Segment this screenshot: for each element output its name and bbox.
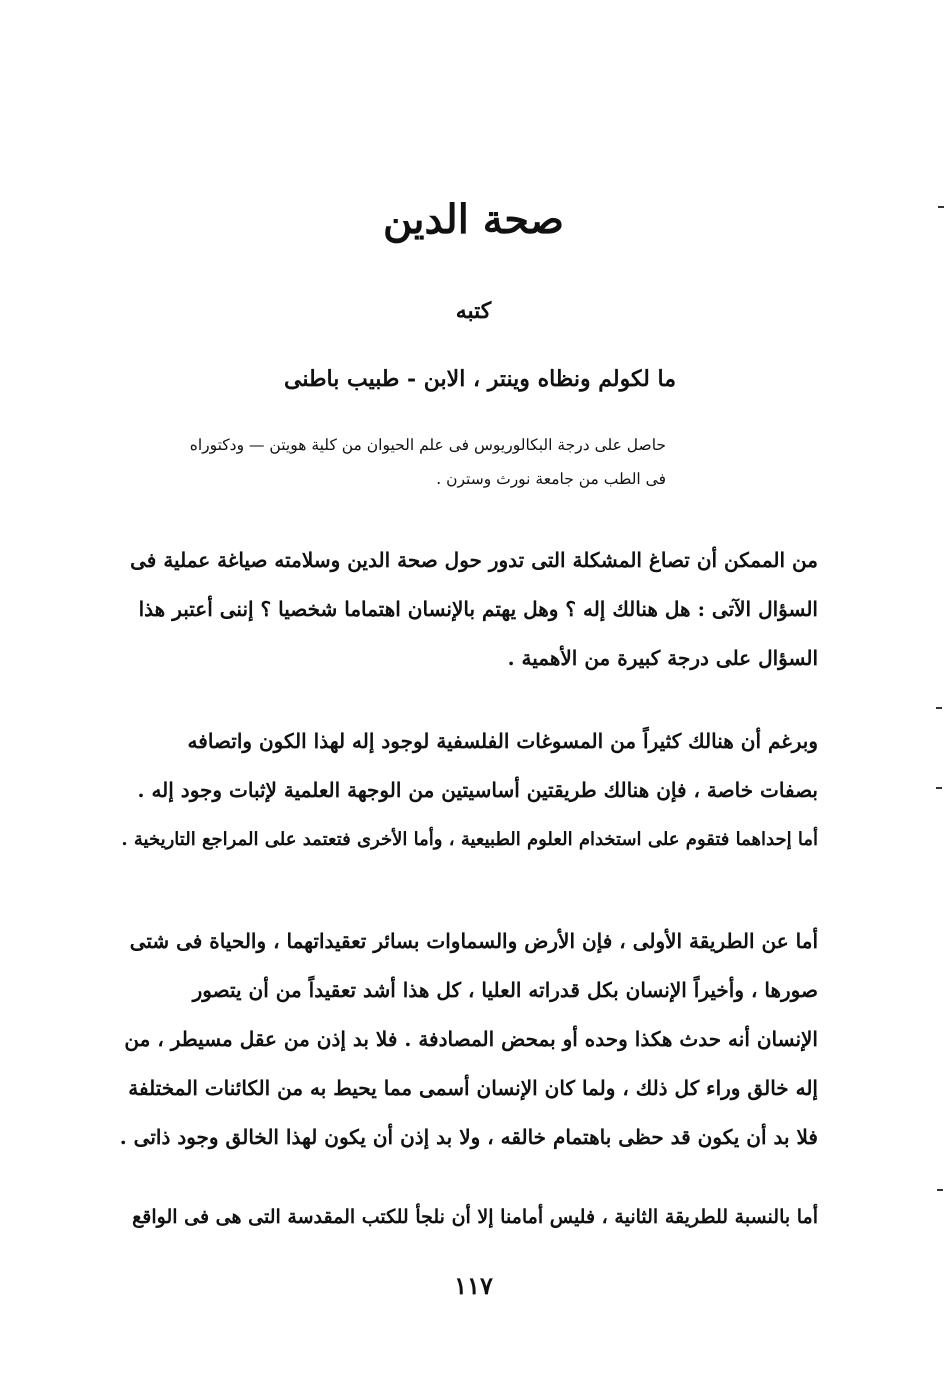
paragraph-line: بصفات خاصة ، فإن هنالك طريقتين أساسيتين من الوجهة العلمية لإثبات وجود إله . — [137, 778, 818, 802]
scan-margin-mark — [938, 206, 944, 208]
paragraph-line: فلا بد أن يكون قد حظى باهتمام خالقه ، ولا بد إذن أن يكون لهذا الخالق وجود ذاتى . — [119, 1125, 818, 1149]
paragraph-line: أما عن الطريقة الأولى ، فإن الأرض والسماوات بسائر تعقيداتهما ، والحياة فى شتى — [129, 929, 818, 953]
written-by-label: كتبه — [455, 298, 492, 324]
paragraph-line: السؤال الآتى : هل هنالك إله ؟ وهل يهتم بالإنسان اهتماما شخصيا ؟ إننى أعتبر هذا — [138, 597, 818, 621]
paragraph-line: أما إحداهما فتقوم على استخدام العلوم الطبيعية ، وأما الأخرى فتعتمد على المراجع التاريخية . — [121, 829, 818, 850]
paragraph — [118, 917, 818, 1162]
scan-margin-mark — [936, 787, 942, 789]
author-name: ما لكولم ونظاه وينتر ، الابن - طبيب باطنى — [284, 366, 676, 392]
author-credentials — [120, 428, 666, 496]
credentials-line: حاصل على درجة البكالوريوس فى علم الحيوان من كلية هويتن — ودكتوراه — [189, 436, 666, 454]
scan-margin-mark — [937, 1189, 943, 1191]
paragraph-line: السؤال على درجة كبيرة من الأهمية . — [507, 646, 818, 670]
credentials-line: فى الطب من جامعة نورث وسترن . — [436, 470, 666, 488]
paragraph-line: من الممكن أن تصاغ المشكلة التى تدور حول صحة الدين وسلامته صياغة عملية فى — [130, 548, 818, 572]
paragraph-line: أما بالنسبة للطريقة الثانية ، فليس أمامنا إلا أن نلجأ للكتب المقدسة التى هى فى الواقع — [132, 1206, 818, 1228]
chapter-title: صحة الدين — [382, 196, 565, 243]
paragraph-line: صورها ، وأخيراً الإنسان بكل قدراته العليا ، كل هذا أشد تعقيداً من أن يتصور — [192, 978, 818, 1002]
paragraph — [118, 1193, 818, 1242]
paragraph-line: وبرغم أن هنالك كثيراً من المسوغات الفلسفية لوجود إله لهذا الكون واتصافه — [187, 729, 818, 753]
paragraph-line: الإنسان أنه حدث هكذا وحده أو بمحض المصادفة . فلا بد إذن من عقل مسيطر ، من — [124, 1027, 818, 1051]
paragraph — [118, 536, 818, 683]
paragraph — [118, 717, 818, 864]
scan-margin-mark — [936, 707, 942, 709]
page-number: ١١٧ — [454, 1271, 493, 1300]
paragraph-line: إله خالق وراء كل ذلك ، ولما كان الإنسان أسمى مما يحيط به من الكائنات المختلفة — [128, 1076, 818, 1100]
